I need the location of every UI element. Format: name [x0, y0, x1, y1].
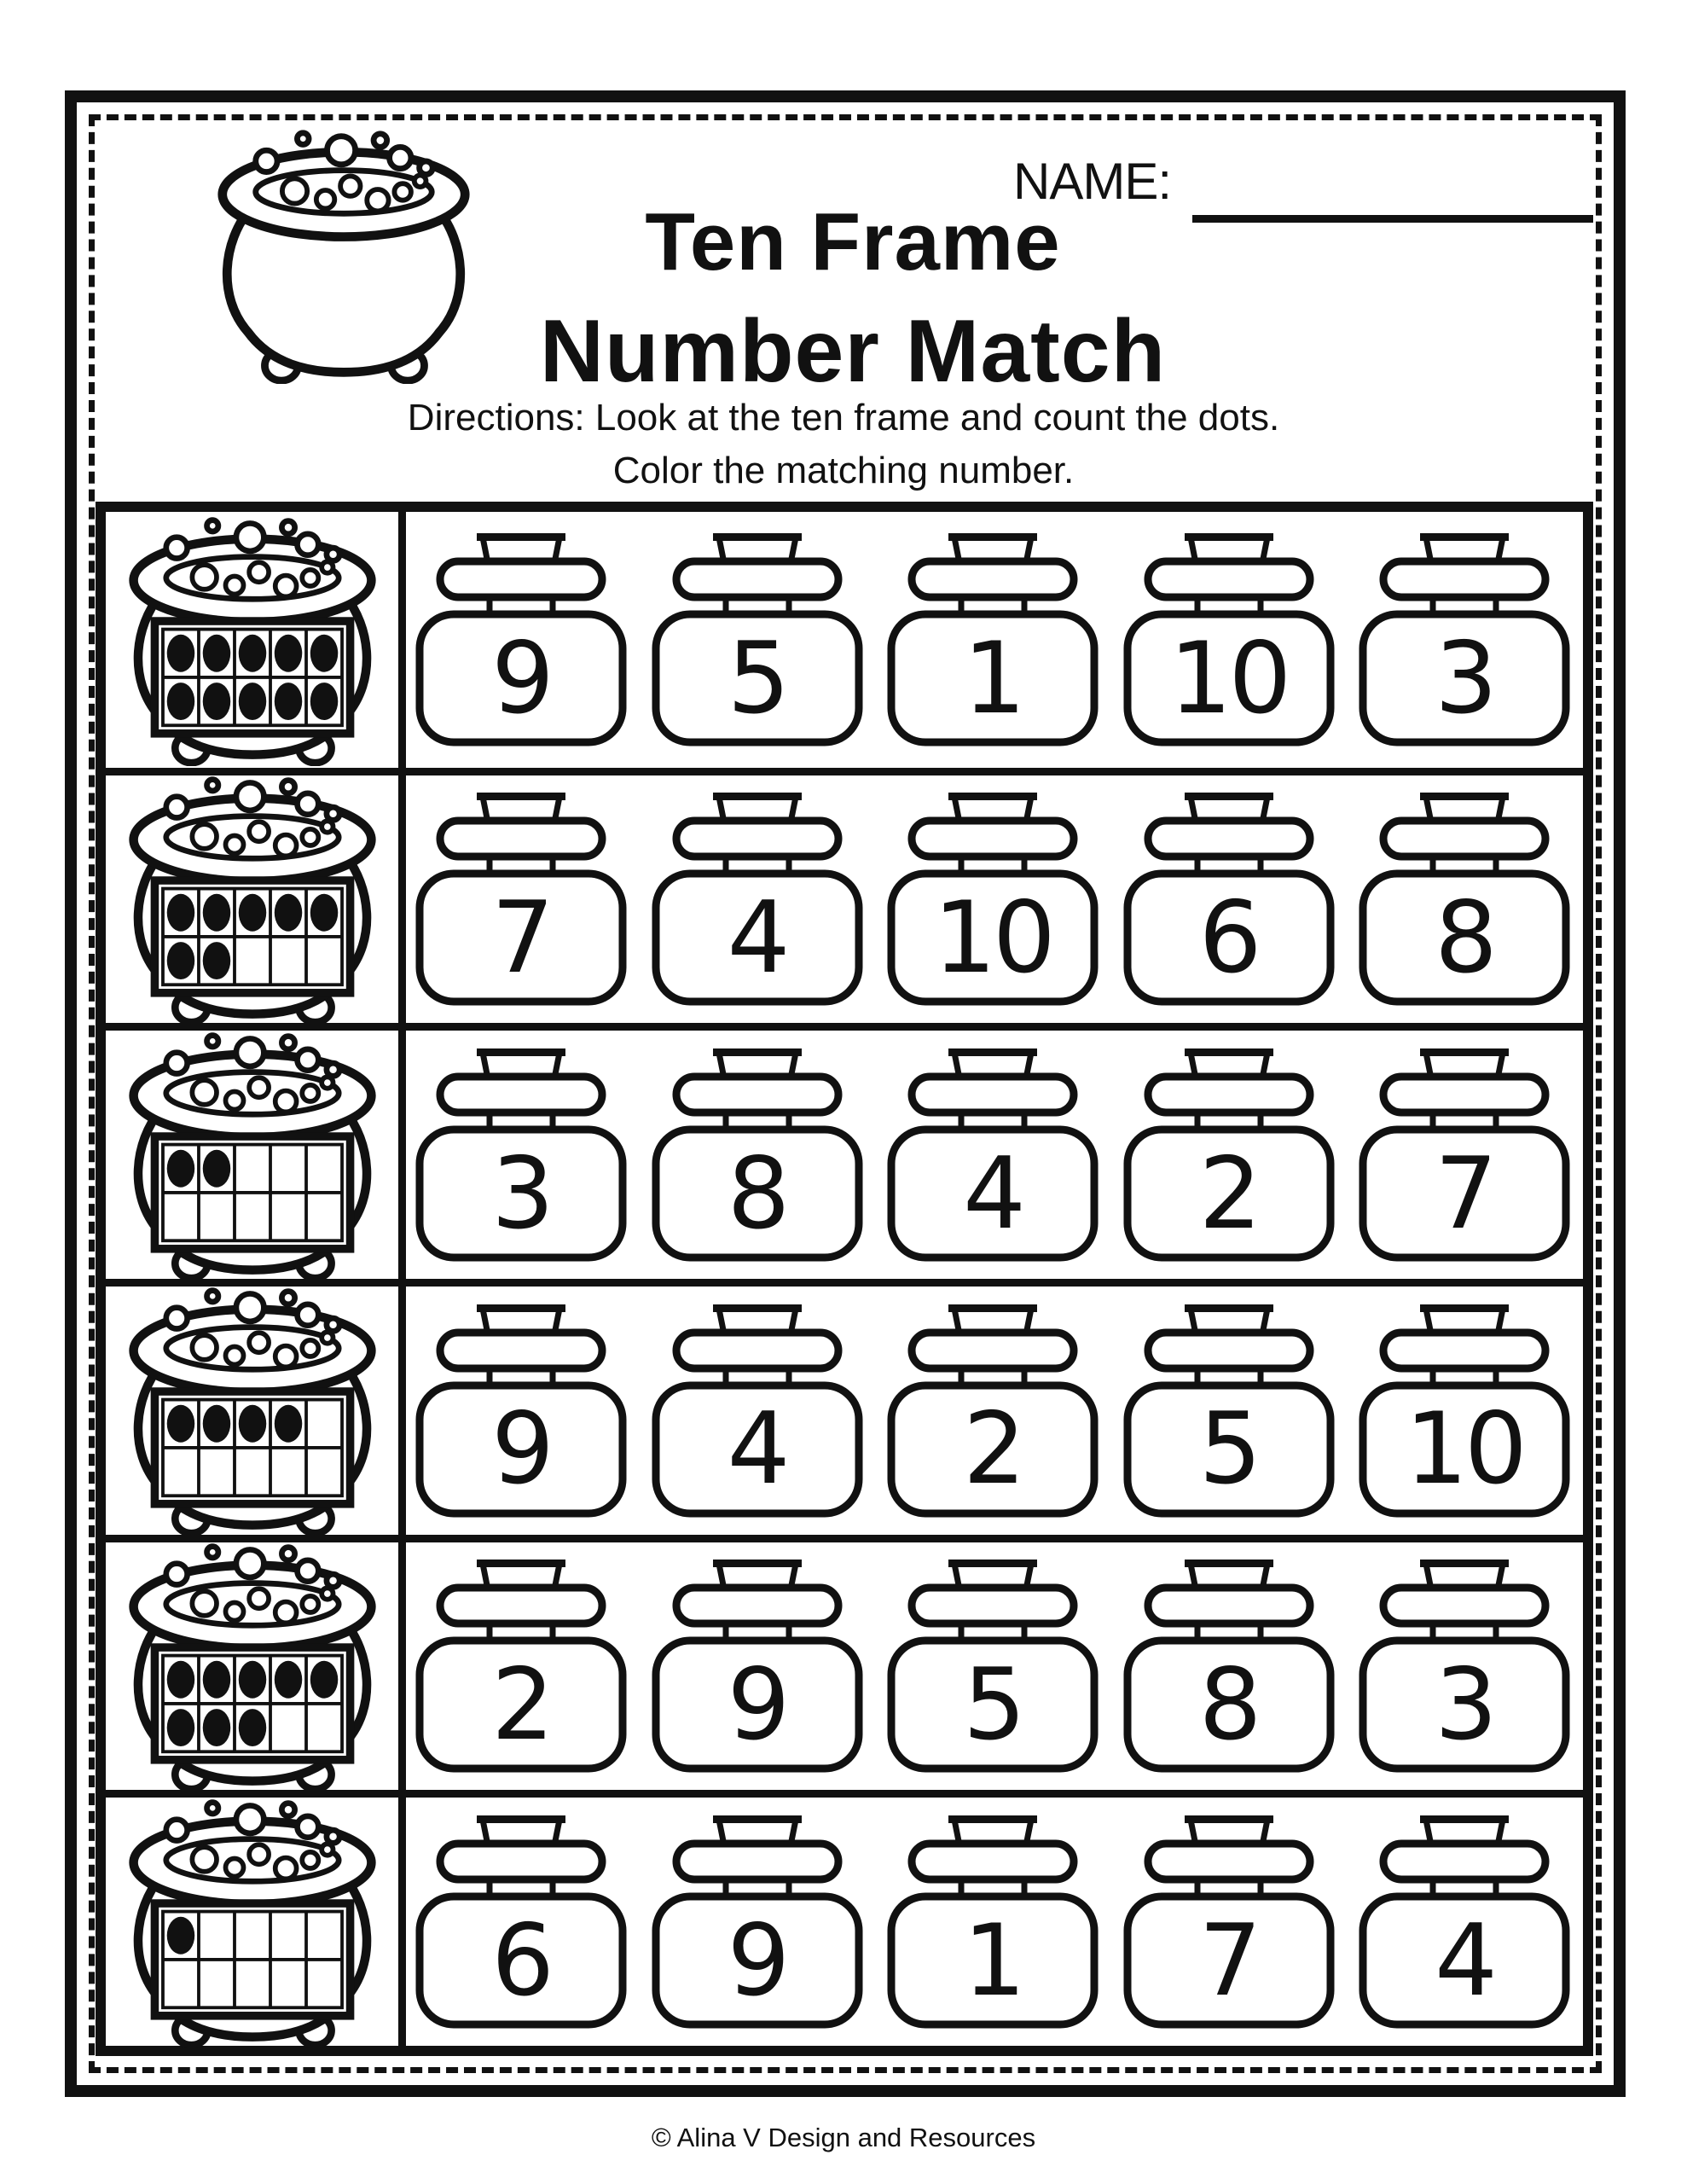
bubble-icon [316, 190, 334, 208]
jar-cork-top [1420, 1304, 1509, 1312]
jar-number: 8 [727, 1136, 787, 1252]
jar-lid [1383, 821, 1545, 857]
bubble-icon [165, 797, 187, 818]
number-jar[interactable] [415, 1046, 628, 1263]
worksheet-row [106, 512, 1583, 768]
jar-cork-top [477, 1815, 565, 1823]
cauldron-ten-frame-icon [126, 1284, 379, 1536]
ten-frame-dot [166, 682, 194, 720]
jar-cork-top [1185, 533, 1273, 541]
number-jar[interactable] [651, 1557, 864, 1774]
ten-frame-grid [154, 1391, 350, 1504]
jar-lid [676, 561, 838, 597]
ten-frame-grid [154, 880, 350, 993]
bubble-icon [281, 520, 294, 533]
bubble-icon [302, 1852, 318, 1868]
jar-number: 10 [933, 880, 1052, 996]
ten-frame-dot [202, 635, 229, 672]
jar-cork-top [948, 1815, 1037, 1823]
bubble-icon [281, 1292, 294, 1304]
bubble-icon [326, 807, 339, 820]
jar-lid [1383, 561, 1545, 597]
jar-lid [1383, 1844, 1545, 1879]
ten-frame-dot [202, 1661, 229, 1699]
number-jar[interactable] [886, 790, 1099, 1008]
ten-frame-dot [310, 1661, 337, 1699]
number-jar[interactable] [886, 1813, 1099, 2030]
bubble-icon [225, 1858, 243, 1876]
jar-number: 10 [1168, 620, 1289, 736]
number-jar[interactable] [1358, 531, 1571, 748]
jar-cork-top [477, 533, 565, 541]
jar-cork-top [1185, 1304, 1273, 1312]
bubble-icon [322, 1333, 333, 1344]
bubble-icon [326, 1574, 339, 1587]
number-jar[interactable] [886, 1302, 1099, 1519]
number-jar[interactable] [886, 1046, 1099, 1263]
cauldron-ten-frame-icon [126, 1540, 379, 1792]
bubble-icon [275, 575, 296, 596]
bubble-icon [394, 183, 410, 200]
jar-number: 9 [491, 620, 551, 736]
jar-cork-top [713, 1560, 802, 1567]
bubble-icon [297, 1049, 318, 1071]
bubble-icon [302, 570, 318, 586]
jar-number: 5 [963, 1647, 1023, 1763]
bubble-icon [275, 1346, 296, 1368]
jar-lid [912, 561, 1074, 597]
page-title-line2: Number Match [539, 302, 1167, 401]
jar-cork-top [1420, 1560, 1509, 1567]
bubble-icon [302, 1596, 318, 1612]
bubble-icon [282, 178, 307, 203]
jar-number: 7 [1435, 1136, 1494, 1252]
cauldron-ten-frame-icon [126, 773, 379, 1025]
jar-number: 8 [1198, 1647, 1259, 1763]
bubble-icon [235, 1038, 263, 1066]
bubble-icon [165, 1308, 187, 1329]
bubble-icon [165, 537, 187, 559]
jar-number: 4 [727, 1391, 787, 1507]
bubble-icon [322, 561, 333, 572]
jar-number: 6 [491, 1902, 551, 2018]
jar-number: 3 [1435, 1647, 1494, 1763]
jar-cork-top [713, 1048, 802, 1056]
jar-number: 3 [1435, 620, 1494, 736]
bubble-icon [374, 134, 387, 148]
ten-frame-dot [238, 682, 265, 720]
jar-cork-top [477, 1304, 565, 1312]
jar-lid [440, 1077, 602, 1112]
bubble-icon [225, 1603, 243, 1621]
bubble-icon [206, 1035, 217, 1046]
number-jar[interactable] [1122, 1813, 1336, 2030]
bubble-icon [249, 1589, 269, 1608]
cauldron-ten-frame-icon [215, 126, 472, 384]
number-jar[interactable] [415, 1813, 628, 2030]
bubble-icon [297, 1304, 318, 1326]
jar-cork-top [477, 1560, 565, 1567]
jar-cork-top [713, 1815, 802, 1823]
jar-number: 5 [1198, 1391, 1259, 1507]
bubble-icon [322, 1077, 333, 1088]
jar-lid [440, 1844, 602, 1879]
jar-lid [912, 1588, 1074, 1623]
bubble-icon [322, 1844, 333, 1855]
ten-frame-cell [106, 1542, 406, 1791]
number-jar[interactable] [651, 531, 864, 748]
jar-cork-top [948, 1304, 1037, 1312]
ten-frame-dot [310, 635, 337, 672]
jar-number: 9 [491, 1391, 551, 1507]
jar-cork-top [1185, 793, 1273, 800]
jar-cork-top [1185, 1048, 1273, 1056]
bubble-icon [297, 133, 309, 145]
jar-number: 7 [1198, 1902, 1259, 2018]
number-jar[interactable] [1358, 1046, 1571, 1263]
jar-lid [1148, 561, 1310, 597]
ten-frame-dot [166, 1149, 194, 1187]
directions-line1: Directions: Look at the ten frame and count the dots. [407, 397, 1280, 439]
bubble-icon [302, 829, 318, 845]
ten-frame-dot [238, 635, 265, 672]
bubble-icon [367, 189, 388, 211]
jar-lid [676, 1077, 838, 1112]
number-jar[interactable] [1122, 790, 1336, 1008]
bubble-icon [206, 1802, 217, 1813]
jar-lid [440, 1588, 602, 1623]
ten-frame-dot [274, 894, 301, 932]
number-jar[interactable] [651, 790, 864, 1008]
bubble-icon [322, 1588, 333, 1599]
number-jar[interactable] [886, 1557, 1099, 1774]
number-jar[interactable] [651, 1046, 864, 1263]
number-jar[interactable] [886, 531, 1099, 748]
jar-lid [1148, 1077, 1310, 1112]
ten-frame-dot [202, 1709, 229, 1746]
bubble-icon [192, 1591, 217, 1616]
bubble-icon [206, 1547, 217, 1558]
ten-frame-dot [202, 1405, 229, 1443]
jar-number: 2 [491, 1647, 551, 1763]
jar-cork-top [948, 1048, 1037, 1056]
jar-lid [440, 561, 602, 597]
bubble-icon [235, 782, 263, 810]
bubble-icon [249, 562, 269, 582]
match-table [96, 502, 1593, 2056]
cauldron-icon [215, 126, 472, 396]
ten-frame-dot [238, 894, 265, 932]
number-jar[interactable] [1122, 1302, 1336, 1519]
bubble-icon [249, 1333, 269, 1353]
number-jar[interactable] [415, 790, 628, 1008]
jar-number: 3 [491, 1136, 551, 1252]
jar-number: 8 [1435, 880, 1494, 996]
worksheet-row [106, 1790, 1583, 2046]
ten-frame-dot [166, 1709, 194, 1746]
bubble-icon [275, 835, 296, 857]
ten-frame-grid [154, 621, 350, 734]
bubble-icon [281, 1548, 294, 1560]
ten-frame-dot [310, 894, 337, 932]
ten-frame-cell [106, 1287, 406, 1535]
ten-frame-dot [166, 1405, 194, 1443]
bubble-icon [165, 1052, 187, 1073]
number-options-cell [406, 1031, 1583, 1279]
ten-frame-grid [154, 1136, 350, 1249]
bubble-icon [225, 1091, 243, 1109]
number-jar[interactable] [1358, 1557, 1571, 1774]
bubble-icon [165, 1819, 187, 1840]
ten-frame-dot [166, 1916, 194, 1954]
jar-number: 2 [963, 1391, 1023, 1507]
jar-number: 9 [727, 1902, 787, 2018]
ten-frame-dot [202, 682, 229, 720]
bubble-icon [340, 176, 360, 195]
ten-frame-dot [238, 1405, 265, 1443]
jar-cork-top [948, 533, 1037, 541]
bubble-icon [326, 1318, 339, 1331]
worksheet-row [106, 1535, 1583, 1791]
bubble-icon [192, 1335, 217, 1360]
number-jar[interactable] [1358, 790, 1571, 1008]
jar-cork-top [713, 1304, 802, 1312]
bubble-icon [235, 1805, 263, 1833]
bubble-icon [225, 836, 243, 854]
bubble-icon [415, 175, 426, 187]
ten-frame-dot [202, 942, 229, 979]
worksheet-row [106, 768, 1583, 1024]
ten-frame-dot [274, 682, 301, 720]
ten-frame-cell [106, 1798, 406, 2046]
bubble-icon [297, 1816, 318, 1838]
bubble-icon [326, 1063, 339, 1076]
ten-frame-cell [106, 775, 406, 1024]
jar-number: 9 [727, 1647, 787, 1763]
ten-frame-dot [202, 894, 229, 932]
ten-frame-dot [310, 682, 337, 720]
ten-frame-dot [166, 1661, 194, 1699]
bubble-icon [297, 793, 318, 815]
jar-cork-top [1420, 793, 1509, 800]
number-options-cell [406, 512, 1583, 768]
jar-lid [912, 1844, 1074, 1879]
bubble-icon [249, 822, 269, 841]
jar-number: 10 [1405, 1391, 1524, 1507]
jar-cork-top [713, 793, 802, 800]
number-jar[interactable] [1122, 531, 1336, 748]
bubble-icon [206, 780, 217, 791]
number-jar[interactable] [1358, 1813, 1571, 2030]
page-title-line1: Ten Frame [645, 196, 1061, 288]
ten-frame-dot [166, 635, 194, 672]
jar-number: 4 [963, 1136, 1023, 1252]
ten-frame-dot [166, 942, 194, 979]
bubble-icon [322, 821, 333, 832]
jar-cork-top [948, 793, 1037, 800]
jar-number: 1 [963, 620, 1023, 736]
directions-line2: Color the matching number. [612, 450, 1075, 491]
ten-frame-dot [238, 1661, 265, 1699]
ten-frame-dot [166, 894, 194, 932]
jar-number: 6 [1198, 880, 1259, 996]
jar-lid [1148, 1588, 1310, 1623]
jar-lid [676, 1844, 838, 1879]
jar-lid [1148, 821, 1310, 857]
jar-number: 2 [1198, 1136, 1259, 1252]
ten-frame-dot [274, 635, 301, 672]
number-jar[interactable] [651, 1302, 864, 1519]
cauldron-ten-frame-icon [126, 514, 379, 766]
number-options-cell [406, 1798, 1583, 2046]
bubble-icon [390, 147, 411, 168]
cauldron-ten-frame-icon [126, 1796, 379, 2048]
ten-frame-dot [202, 1149, 229, 1187]
number-jar[interactable] [651, 1813, 864, 2030]
bubble-icon [235, 1294, 263, 1321]
cauldron-ten-frame-icon [126, 1029, 379, 1281]
jar-number: 5 [727, 620, 787, 736]
number-jar[interactable] [415, 1557, 628, 1774]
bubble-icon [326, 1830, 339, 1843]
bubble-icon [235, 523, 263, 550]
bubble-icon [256, 150, 277, 171]
footer-credit: © Alina V Design and Resources [651, 2123, 1036, 2152]
jar-lid [1383, 1077, 1545, 1112]
bubble-icon [249, 1077, 269, 1097]
bubble-icon [192, 565, 217, 590]
bubble-icon [249, 1844, 269, 1864]
bubble-icon [326, 548, 339, 561]
bubble-icon [302, 1085, 318, 1101]
bubble-icon [297, 534, 318, 555]
bubble-icon [192, 824, 217, 849]
jar-cork-top [1185, 1815, 1273, 1823]
bubble-icon [235, 1549, 263, 1577]
jar-cork-top [477, 1048, 565, 1056]
bubble-icon [420, 161, 433, 175]
bubble-icon [206, 520, 217, 531]
jar-cork-top [713, 533, 802, 541]
jar-cork-top [948, 1560, 1037, 1567]
jar-lid [676, 1333, 838, 1368]
ten-frame-grid [154, 1647, 350, 1760]
ten-frame-dot [274, 1405, 301, 1443]
ten-frame-dot [238, 1709, 265, 1746]
number-jar[interactable] [1122, 1046, 1336, 1263]
jar-lid [912, 1333, 1074, 1368]
worksheet-row [106, 1279, 1583, 1535]
worksheet-row [106, 1023, 1583, 1279]
ten-frame-cell [106, 1031, 406, 1279]
jar-cork-top [477, 793, 565, 800]
bubble-icon [225, 576, 243, 594]
jar-lid [1383, 1333, 1545, 1368]
bubble-icon [302, 1340, 318, 1356]
ten-frame-cell [106, 512, 406, 768]
bubble-icon [297, 1560, 318, 1582]
bubble-icon [192, 1847, 217, 1872]
ten-frame-dot [274, 1661, 301, 1699]
bubble-icon [192, 1080, 217, 1105]
number-jar[interactable] [1122, 1557, 1336, 1774]
bubble-icon [165, 1564, 187, 1585]
number-jar[interactable] [1358, 1302, 1571, 1519]
jar-cork-top [1185, 1560, 1273, 1567]
ten-frame-grid [154, 1903, 350, 2016]
jar-lid [1148, 1333, 1310, 1368]
bubble-icon [328, 136, 356, 165]
bubble-icon [281, 1036, 294, 1048]
bubble-icon [275, 1090, 296, 1112]
jar-lid [912, 821, 1074, 857]
bubble-icon [275, 1602, 296, 1623]
name-label: NAME: [1013, 153, 1172, 210]
jar-lid [440, 1333, 602, 1368]
jar-lid [1148, 1844, 1310, 1879]
jar-cork-top [1420, 1048, 1509, 1056]
number-jar[interactable] [415, 531, 628, 748]
bubble-icon [281, 781, 294, 793]
number-options-cell [406, 1287, 1583, 1535]
number-options-cell [406, 1542, 1583, 1791]
jar-cork-top [1420, 1815, 1509, 1823]
jar-number: 4 [1435, 1902, 1494, 2018]
jar-number: 1 [963, 1902, 1023, 2018]
jar-lid [676, 1588, 838, 1623]
jar-lid [912, 1077, 1074, 1112]
jar-lid [1383, 1588, 1545, 1623]
jar-lid [440, 821, 602, 857]
bubble-icon [225, 1347, 243, 1365]
number-options-cell [406, 775, 1583, 1024]
bubble-icon [281, 1803, 294, 1815]
bubble-icon [206, 1291, 217, 1302]
jar-number: 7 [491, 880, 551, 996]
bubble-icon [275, 1857, 296, 1879]
jar-cork-top [1420, 533, 1509, 541]
number-jar[interactable] [415, 1302, 628, 1519]
jar-lid [676, 821, 838, 857]
jar-number: 4 [727, 880, 787, 996]
